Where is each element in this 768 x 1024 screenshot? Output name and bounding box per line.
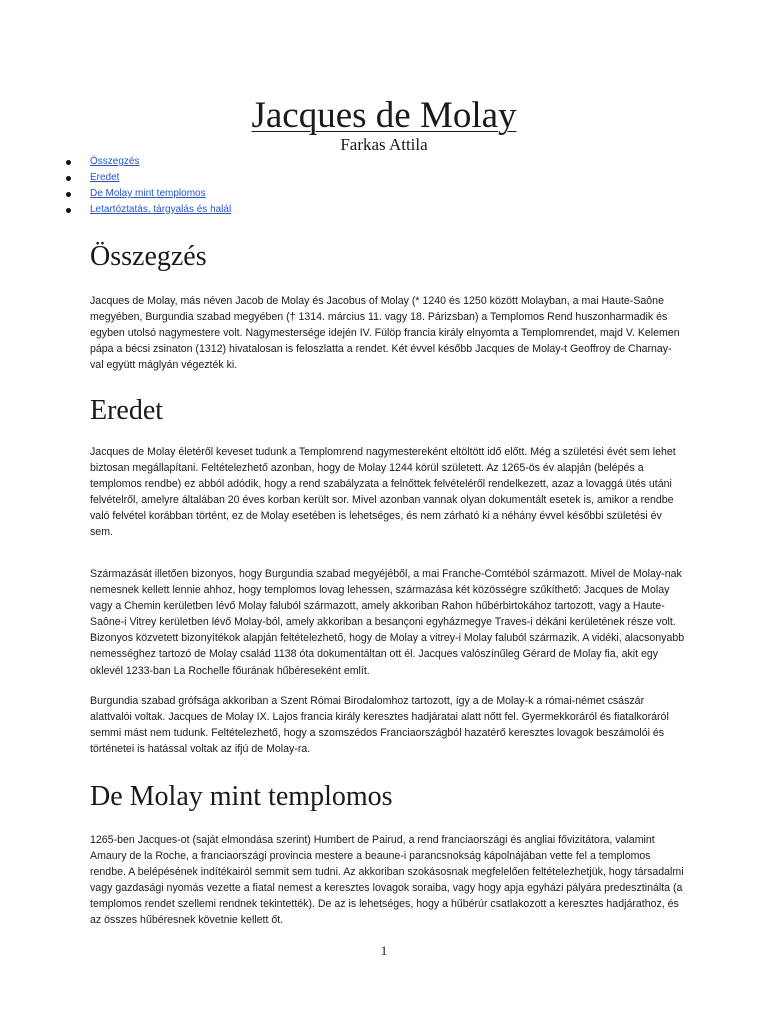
- paragraph: 1265-ben Jacques-ot (saját elmondása szerint) Humbert de Pairud, a rend franciaországi és angliai fővizitátora, valamint Amaury de la Roche, a franciaországi provincia mestere a beaune-i parancsnokság kápolnájában vette fel a templomos rendbe. A belépésének indítékairól semmit sem tudni. Az akkoriban szokásosnak megfelelően feltételezhetjük, hogy társadalmi vagy gazdasági nyomás vezette a fiatal nemest a keresztes lovagok soraiba, vagy hogy apja egyházi pályára predesztinálta (a templomos rendet szellemi rendnek tekintették). De az is lehetséges, hogy a hűbérúr csatlakozott a keresztes hadjárathoz, és az összes hűbéresnek követnie kellett őt.: [90, 834, 684, 927]
- toc-item: [66, 154, 231, 170]
- toc-link-templomos[interactable]: De Molay mint templomos: [90, 188, 206, 199]
- document-author: Farkas Attila: [340, 135, 428, 154]
- toc-item: [66, 170, 231, 186]
- page-number: 1: [380, 943, 388, 958]
- toc-item: [66, 202, 231, 218]
- document-title: Jacques de Molay: [251, 95, 517, 136]
- paragraph: Burgundia szabad grófsága akkoriban a Szent Római Birodalomhoz tartozott, így a de Molay-k a római-német császár alattvalói voltak. Jacques de Molay IX. Lajos francia király keresztes hadjáratai alatt nőtt fel. Gyermekkoráról és fiatalkoráról semmi mást nem tudunk. Feltételezhető, hogy a szomszédos Franciaországból hazatérő keresztes lovagok beszámolói és történetei is hatással voltak az ifjú de Molay-ra.: [90, 695, 669, 756]
- section-heading-templomos: De Molay mint templomos: [90, 781, 393, 812]
- table-of-contents: [66, 154, 231, 218]
- section-heading-eredet: Eredet: [90, 395, 164, 426]
- paragraph: Származását illetően bizonyos, hogy Burgundia szabad megyéjéből, a mai Franche-Comtéból származott. Mivel de Molay-nak nemesnek kellett lennie ahhoz, hogy templomos lovag lehessen, származása két közösségre szűkíthető: Jacques de Molay vagy a Chemin kerületben lévő Molay faluból származott, amely akkoriban Rahon hűbérbirtokához tartozott, vagy a Haute-Saône-i Vitrey kerületben lévő Molay-ból, amely akkoriban a besançoni egyházmegye Traves-i dékáni kerületének része volt. Bizonyos közvetett bizonyítékok alapján feltételezhető, hogy de Molay a vitrey-i Molay faluból származik. A vidéki, alacsonyabb nemességhez tartozó de Molay család 1138 óta dokumentáltan ott él. Jacques valószínűleg Gérard de Molay fia, akit egy oklevél 1233-ban La Rochelle főurának hűbéreseként említ.: [90, 568, 685, 677]
- paragraph: Jacques de Molay életéről keveset tudunk a Templomrend nagymestereként eltöltött idő előtt. Még a születési évét sem lehet biztosan megállapítani. Feltételezhető azonban, hogy de Molay 1244 körül született. Az 1265-ös év alapján (belépés a templomos rendbe) ez abból adódik, hogy a rend szabályzata a felnőttek felvételéről rendelkezett, azaz a lovaggá ütés utáni felvételről, amelyre általában 20 éves korban került sor. Mivel azonban vannak olyan dokumentált esetek is, amikor a rendbe való felvétel korábban történt, ez de Molay esetében is lehetséges, és nem zárható ki a néhány évvel későbbi születési év sem.: [90, 446, 676, 539]
- toc-item: [66, 186, 231, 202]
- paragraph: Jacques de Molay, más néven Jacob de Molay és Jacobus of Molay (* 1240 és 1250 között Molayban, a mai Haute-Saône megyében, Burgundia szabad megyében († 1314. március 11. vagy 18. Párizsban) a Templomos Rend huszonharmadik és egyben utolsó nagymestere volt. Nagymestersége idején IV. Fülöp francia király elnyomta a Templomrendet, majd V. Kelemen pápa a bécsi zsinaton (1312) hivatalosan is feloszlatta a rendet. Két évvel később Jacques de Molay-t Geoffroy de Charnay-val együtt máglyán végezték ki.: [90, 295, 680, 372]
- toc-link-letartoztatas[interactable]: Letartóztatás, tárgyalás és halál: [90, 204, 232, 215]
- toc-link-eredet[interactable]: Eredet: [90, 172, 120, 183]
- toc-link-osszegzes[interactable]: Összegzés: [90, 156, 140, 167]
- section-heading-osszegzes: Összegzés: [90, 241, 207, 272]
